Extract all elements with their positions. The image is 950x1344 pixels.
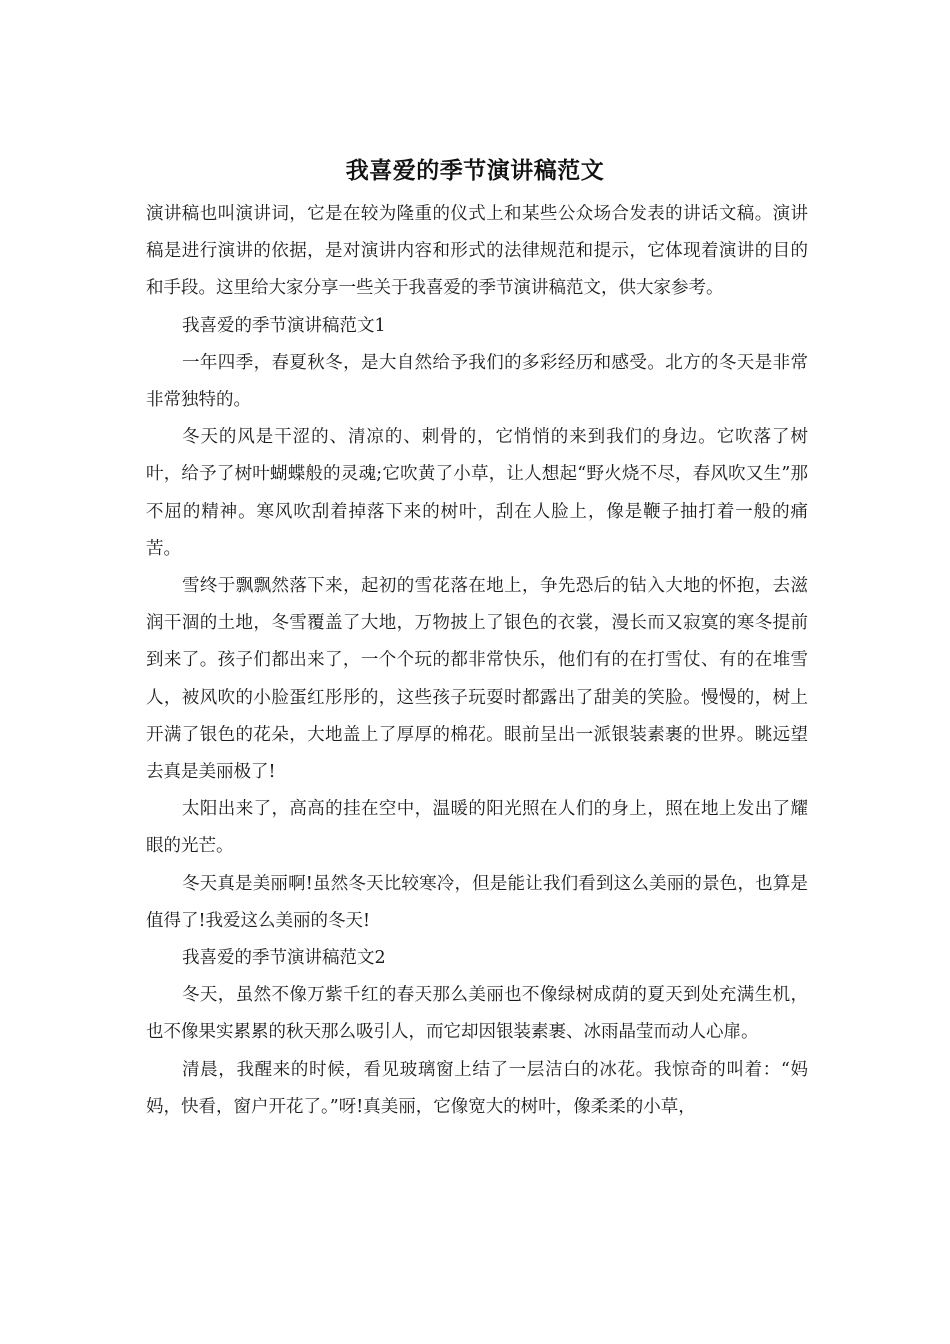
paragraph: 太阳出来了，高高的挂在空中，温暖的阳光照在人们的身上，照在地上发出了耀眼的光芒。	[146, 799, 808, 857]
paragraph: 冬天的风是干涩的、清凉的、刺骨的，它悄悄的来到我们的身边。它吹落了树叶，给予了树叶蝴蝶般的灵魂;它吹黄了小草，让人想起“野火烧不尽，春风吹又生”那不屈的精神。寒风吹刮着掉落下来的树叶，刮在人脸上，像是鞭子抽打着一般的痛苦。	[146, 427, 808, 559]
document-body	[146, 196, 808, 1126]
paragraph: 雪终于飘飘然落下来，起初的雪花落在地上，争先恐后的钻入大地的怀抱，去滋润干涸的土地，冬雪覆盖了大地，万物披上了银色的衣裳，漫长而又寂寞的寒冬提前到来了。孩子们都出来了，一个个玩的都非常快乐，他们有的在打雪仗、有的在堆雪人，被风吹的小脸蛋红彤彤的，这些孩子玩耍时都露出了甜美的笑脸。慢慢的，树上开满了银色的花朵，大地盖上了厚厚的棉花。眼前呈出一派银装素裹的世界。眺远望去真是美丽极了!	[146, 576, 808, 783]
paragraph: 冬天，虽然不像万紫千红的春天那么美丽也不像绿树成荫的夏天到处充满生机，也不像果实累累的秋天那么吸引人，而它却因银装素裹、冰雨晶莹而动人心扉。	[146, 985, 808, 1043]
paragraph: 冬天真是美丽啊!虽然冬天比较寒冷，但是能让我们看到这么美丽的景色，也算是值得了!我爱这么美丽的冬天!	[146, 873, 808, 931]
paragraph: 清晨，我醒来的时候，看见玻璃窗上结了一层洁白的冰花。我惊奇的叫着：“妈妈，快看，窗户开花了。”呀!真美丽，它像宽大的树叶，像柔柔的小草，	[146, 1059, 808, 1117]
intro-paragraph: 演讲稿也叫演讲词，它是在较为隆重的仪式上和某些公众场合发表的讲话文稿。演讲稿是进行演讲的依据，是对演讲内容和形式的法律规范和提示，它体现着演讲的目的和手段。这里给大家分享一些关于我喜爱的季节演讲稿范文，供大家参考。	[146, 204, 808, 299]
section-heading-1: 我喜爱的季节演讲稿范文1	[182, 315, 386, 336]
section-heading-2: 我喜爱的季节演讲稿范文2	[182, 948, 386, 969]
document-title: 我喜爱的季节演讲稿范文	[345, 158, 605, 184]
paragraph: 一年四季，春夏秋冬，是大自然给予我们的多彩经历和感受。北方的冬天是非常非常独特的。	[146, 352, 808, 411]
